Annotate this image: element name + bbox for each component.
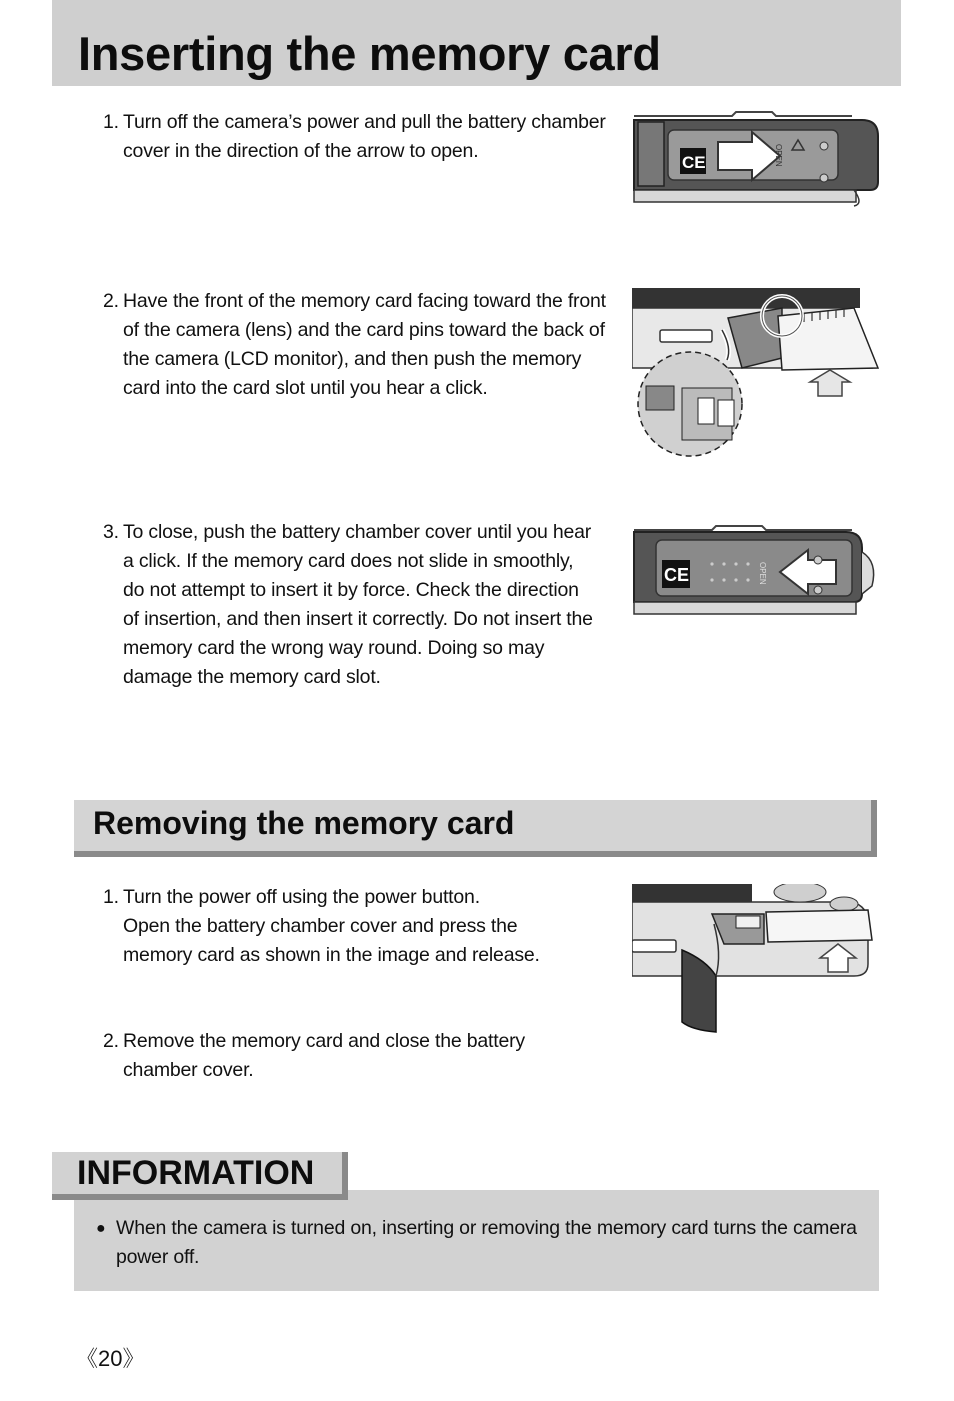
insert-step-1 <box>103 108 613 166</box>
step-number: 2. <box>103 290 119 312</box>
ce-mark: CE <box>682 153 706 172</box>
open-label: OPEN <box>758 562 767 585</box>
page-title: Inserting the memory card <box>78 27 661 80</box>
page-number: 《20》 <box>76 1346 145 1371</box>
step-text: Have the front of the memory card facing toward the front of the camera (lens) and the card pins toward the back of the camera (LCD monitor), and then push the memory card into the card slot until you hear a click. <box>123 290 606 399</box>
card-remove-illustration <box>632 884 880 1036</box>
title-band <box>52 0 901 86</box>
step-number: 1. <box>103 111 119 133</box>
remove-step-2 <box>103 1027 563 1085</box>
step-number: 1. <box>103 886 119 908</box>
information-label: INFORMATION <box>77 1154 315 1192</box>
ce-mark: CE <box>664 565 690 585</box>
cover-close-illustration <box>632 524 880 620</box>
step-text: Turn off the camera’s power and pull the battery chamber cover in the direction of the arrow to open. <box>123 111 606 162</box>
insert-step-3 <box>103 518 613 692</box>
insert-step-2 <box>103 287 613 403</box>
bullet-icon: ● <box>96 1220 106 1237</box>
remove-step-1 <box>103 883 563 970</box>
step-number: 3. <box>103 521 119 543</box>
information-note <box>96 1214 866 1272</box>
section-title: Removing the memory card <box>93 805 515 841</box>
open-label: OPEN <box>774 144 783 167</box>
step-number: 2. <box>103 1030 119 1052</box>
step-text: Turn the power off using the power button. Open the battery chamber cover and press the memory card as shown in the image and release. <box>123 886 540 966</box>
information-tab <box>52 1152 348 1200</box>
step-text: To close, push the battery chamber cover until you hear a click. If the memory card does not slide in smoothly, do not attempt to insert it by force. Check the direction of insertion, and then insert it correctly. Do not insert the memory card the wrong way round. Doing so may damage the memory card slot. <box>123 521 593 688</box>
camera-cover-open-illustration <box>632 110 880 208</box>
card-insert-illustration <box>632 288 880 460</box>
removing-section-header <box>74 800 877 857</box>
step-text: Remove the memory card and close the battery chamber cover. <box>123 1030 525 1081</box>
information-text: When the camera is turned on, inserting or removing the memory card turns the camera power off. <box>116 1217 857 1268</box>
